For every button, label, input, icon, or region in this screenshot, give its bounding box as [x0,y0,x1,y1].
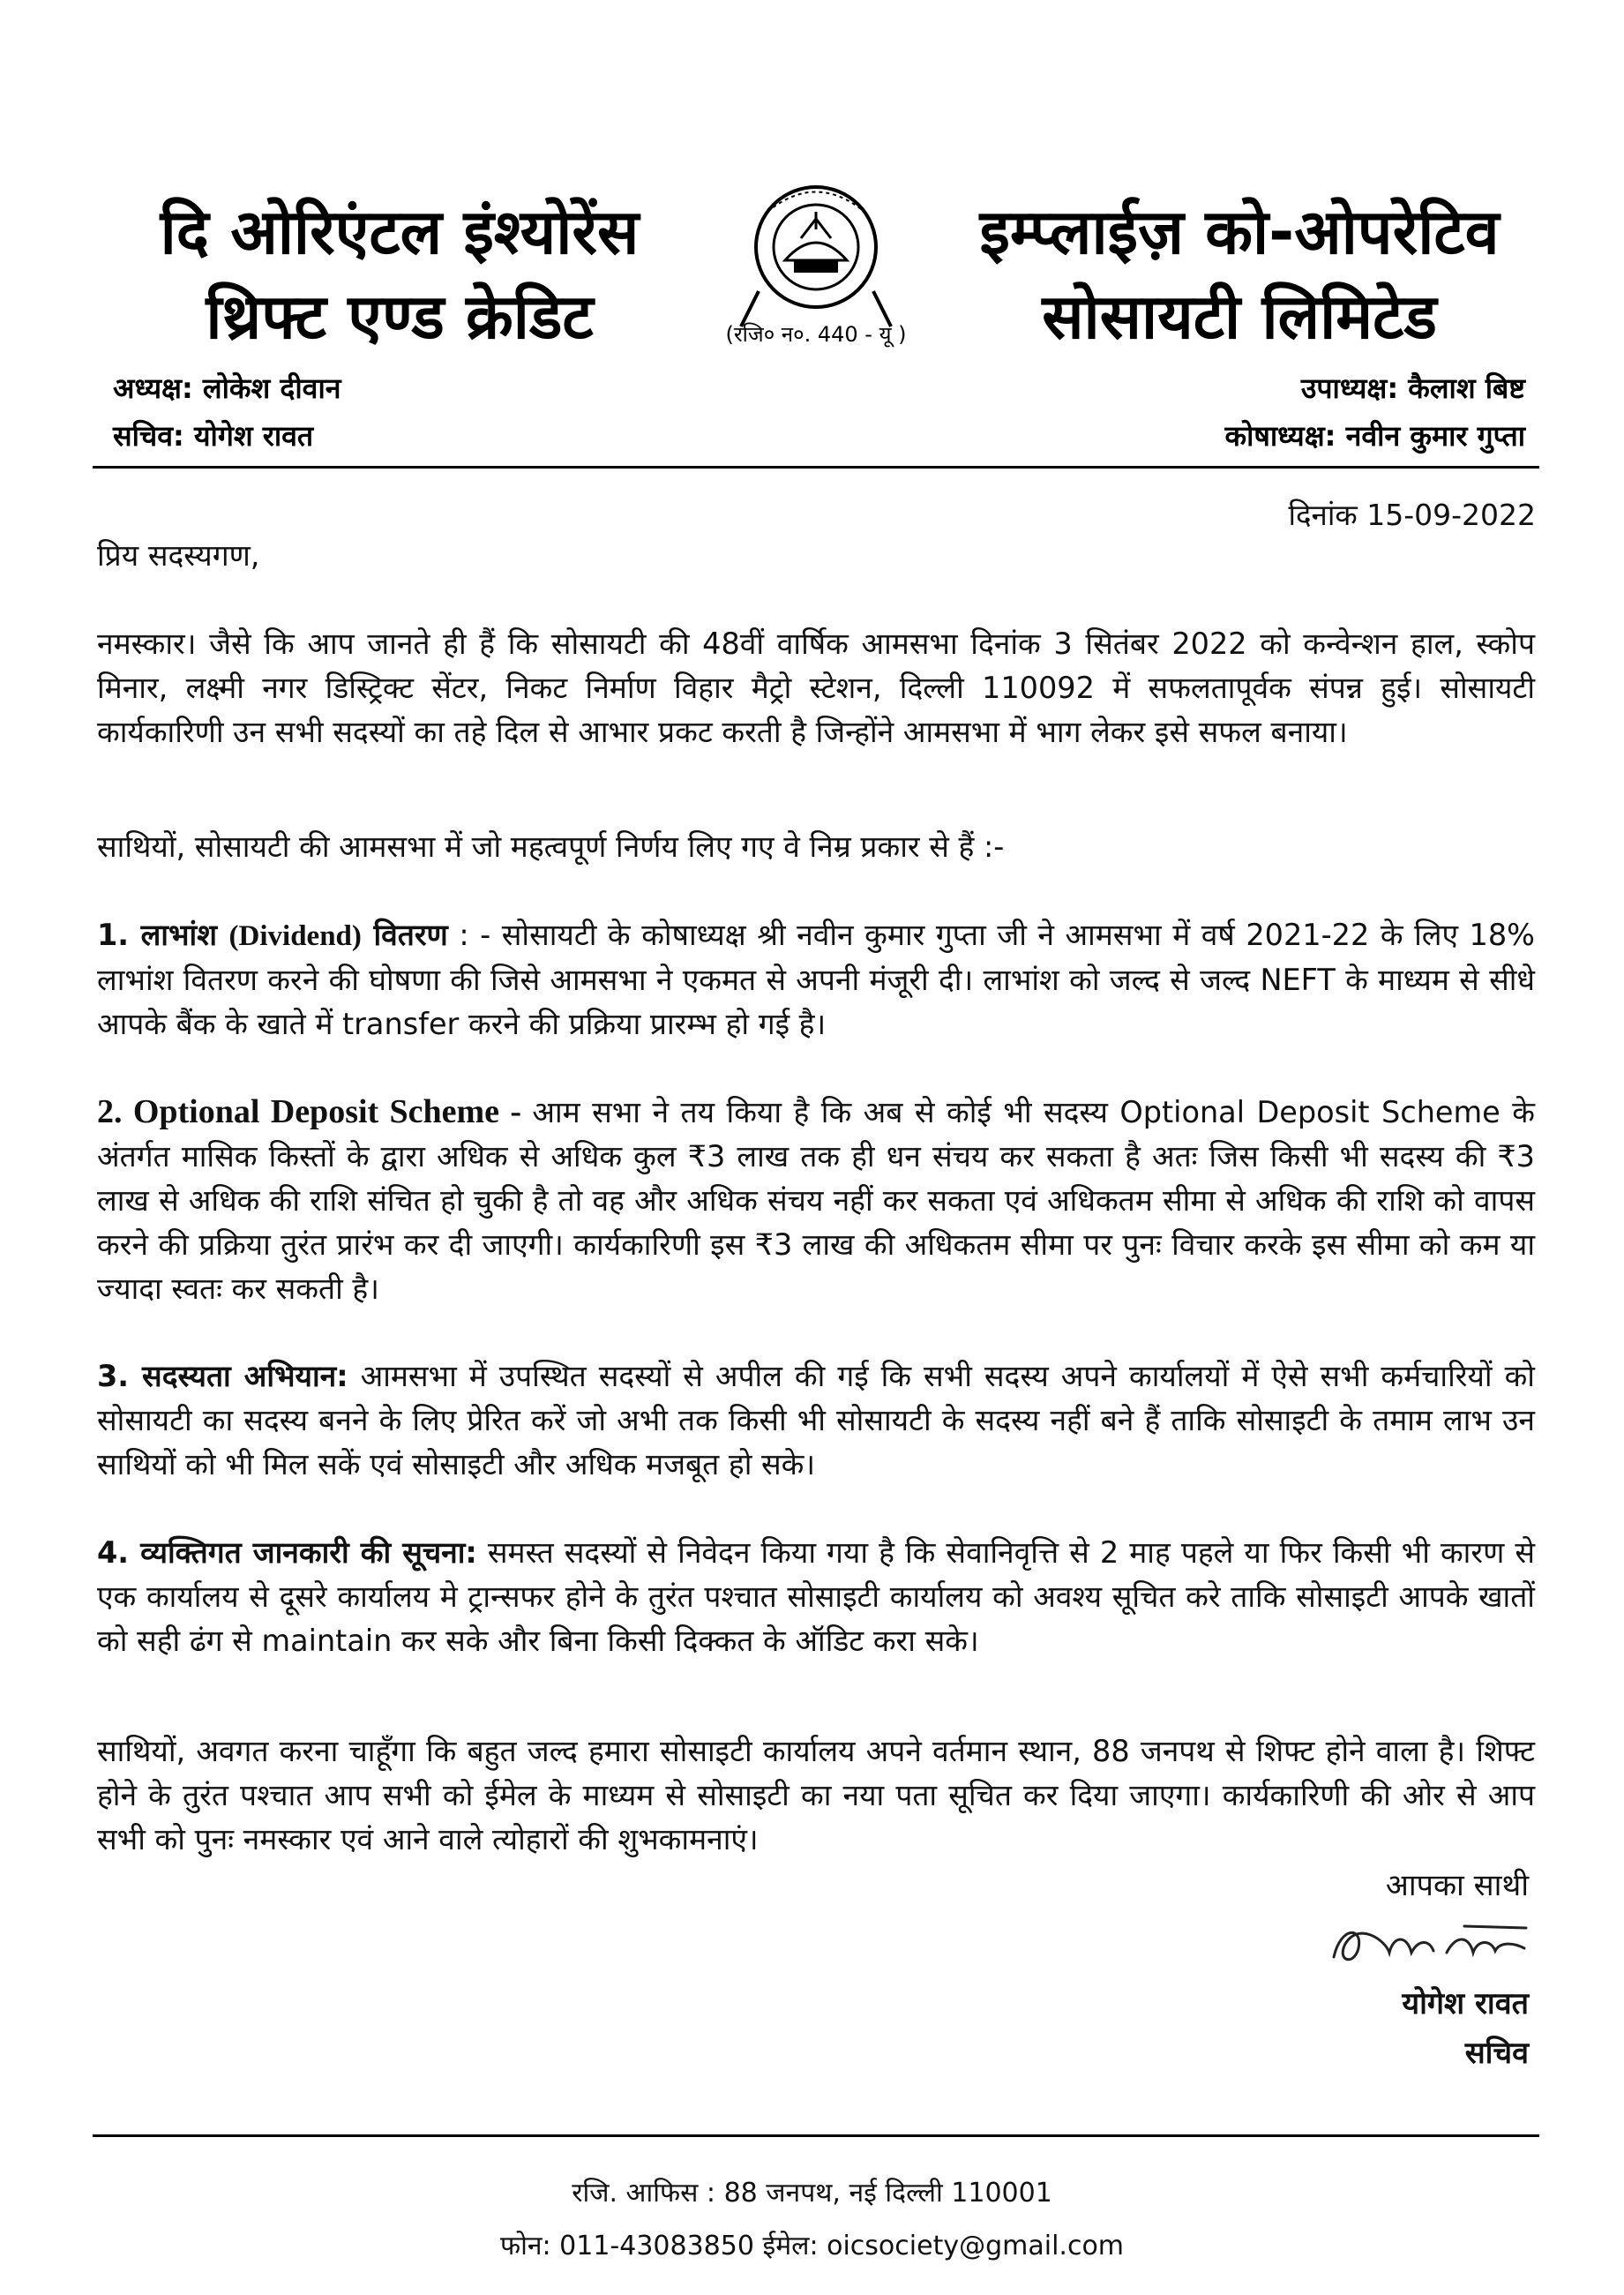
decision-item-personal-info [97,1531,1535,1663]
salutation: प्रिय सदस्यगण, [97,538,260,573]
header-divider [93,466,1539,469]
decision-item-optional-deposit [97,1090,1535,1311]
society-name-line-2: थ्रिफ्ट एण्ड क्रेडिट [206,281,594,353]
decision-text-personal-info: समस्त सदस्यों से निवेदन किया गया है कि सेवानिवृत्ति से 2 माह पहले या फिर किसी भी कारण से एक कार्यालय से दूसरे कार्यालय मे ट्रान्सफर होने के तुरंत पश्चात सोसाइटी कार्यालय को अवश्य सूचित करे ताकि सोसाइटी आपके खातों को सही ढंग से maintain कर सके और बिना किसी दिक्कत के ऑडिट करा सके। [97,1535,1535,1658]
footer-divider [93,2134,1539,2137]
decisions-intro: साथियों, सोसायटी की आमसभा में जो महत्वपूर्ण निर्णय लिए गए वे निम्र प्रकार से हैं :- [97,829,1005,864]
decision-item-dividend [97,913,1535,1046]
society-name-right [944,190,1535,359]
decision-heading-membership: 3. सदस्यता अभियान: [97,1359,348,1393]
society-name-left [113,190,686,359]
letter-date: दिनांक 15-09-2022 [1288,498,1536,532]
decision-item-membership [97,1354,1535,1487]
signoff-text: आपका साथी [1385,1868,1529,1903]
registration-number: (रजि० न०. 440 - यू ) [725,322,907,347]
footer-address: रजि. आफिस : 88 जनपथ, नई दिल्ली 110001 [572,2178,1052,2209]
president-label: अध्यक्ष: लोकेश दीवान [113,371,341,405]
vice-president-label: उपाध्यक्ष: कैलाश बिष्ट [1300,371,1525,405]
signer-title: सचिव [1464,2036,1529,2071]
decision-heading-personal-info: 4. व्यक्तिगत जानकारी की सूचना: [97,1535,477,1570]
signer-name: योगेश रावत [1402,1986,1529,2021]
society-name-line-3: इम्प्लाईज़ को-ओपरेटिव [979,196,1500,268]
society-name-line-1: दि ओरिएंटल इंश्योरेंस [160,196,640,268]
decision-text-optional-deposit: आम सभा ने तय किया है कि अब से कोई भी सदस्य Optional Deposit Scheme के अंतर्गत मासिक किस्तों के द्वारा अधिक से अधिक कुल ₹3 लाख तक ही धन संचय कर सकता है अतः जिस किसी भी सदस्य की ₹3 लाख से अधिक की राशि संचित हो चुकी है तो वह और अधिक संचय नहीं कर सकता एवं अधिकतम सीमा से अधिक की राशि को वापस करने की प्रक्रिया तुरंत प्रारंभ कर दी जाएगी। कार्यकारिणी इस ₹3 लाख की अधिकतम सीमा पर पुनः विचार करके इस सीमा को कम या ज्यादा स्वतः कर सकती है। [97,1095,1535,1306]
handwritten-signature [1323,1909,1535,1979]
closing-paragraph: साथियों, अवगत करना चाहूँगा कि बहुत जल्द हमारा सोसाइटी कार्यालय अपने वर्तमान स्थान, 88 जनपथ से शिफ्ट होने वाला है। शिफ्ट होने के तुरंत पश्चात आप सभी को ईमेल के माध्यम से सोसाइटी का नया पता सूचित कर दिया जाएगा। कार्यकारिणी की ओर से आप सभी को पुनः नमस्कार एवं आने वाले त्योहारों की शुभकामनाएं। [97,1734,1535,1856]
secretary-label: सचिव: योगेश रावत [113,419,314,453]
society-name-line-4: सोसायटी लिमिटेड [1042,281,1437,353]
decision-text-dividend: : - सोसायटी के कोषाध्यक्ष श्री नवीन कुमार गुप्ता जी ने आमसभा में वर्ष 2021-22 के लिए 18% लाभांश वितरण करने की घोषणा की जिसे आमसभा ने एकमत से अपनी मंजूरी दी। लाभांश को जल्द से जल्द NEFT के माध्यम से सीधे आपके बैंक के खाते में transfer करने की प्रक्रिया प्रारम्भ हो गई है। [97,918,1535,1041]
decision-heading-optional-deposit: 2. Optional Deposit Scheme - [97,1093,533,1130]
decision-text-membership: आमसभा में उपस्थित सदस्यों से अपील की गई कि सभी सदस्य अपने कार्यालयों में ऐसे सभी कर्मचारियों को सोसायटी का सदस्य बनने के लिए प्रेरित करें जो अभी तक किसी भी सोसायटी के सदस्य नहीं बने हैं ताकि सोसाइटी के तमाम लाभ उन साथियों को भी मिल सकें एवं सोसाइटी और अधिक मजबूत हो सके। [97,1359,1535,1481]
decision-heading-dividend-end: वितरण [361,918,448,952]
intro-paragraph: नमस्कार। जैसे कि आप जानते ही हैं कि सोसायटी की 48वीं वार्षिक आमसभा दिनांक 3 सितंबर 2022 को कन्वेन्शन हाल, स्कोप मिनार, लक्ष्मी नगर डिस्ट्रिक्ट सेंटर, निकट निर्माण विहार मैट्रो स्टेशन, दिल्ली 110092 में सफलतापूर्वक संपन्न हुई। सोसायटी कार्यकारिणी उन सभी सदस्यों का तहे दिल से आभार प्रकट करती है जिन्होंने आमसभा में भाग लेकर इसे सफल बनाया। [97,626,1535,749]
decision-heading-dividend: 1. लाभांश [97,918,229,952]
footer-contact: फोन: 011-43083850 ईमेल: oicsociety@gmail.com [499,2231,1125,2261]
treasurer-label: कोषाध्यक्ष: नवीन कुमार गुप्ता [1224,419,1525,453]
decision-heading-dividend-en: (Dividend) [228,920,362,952]
